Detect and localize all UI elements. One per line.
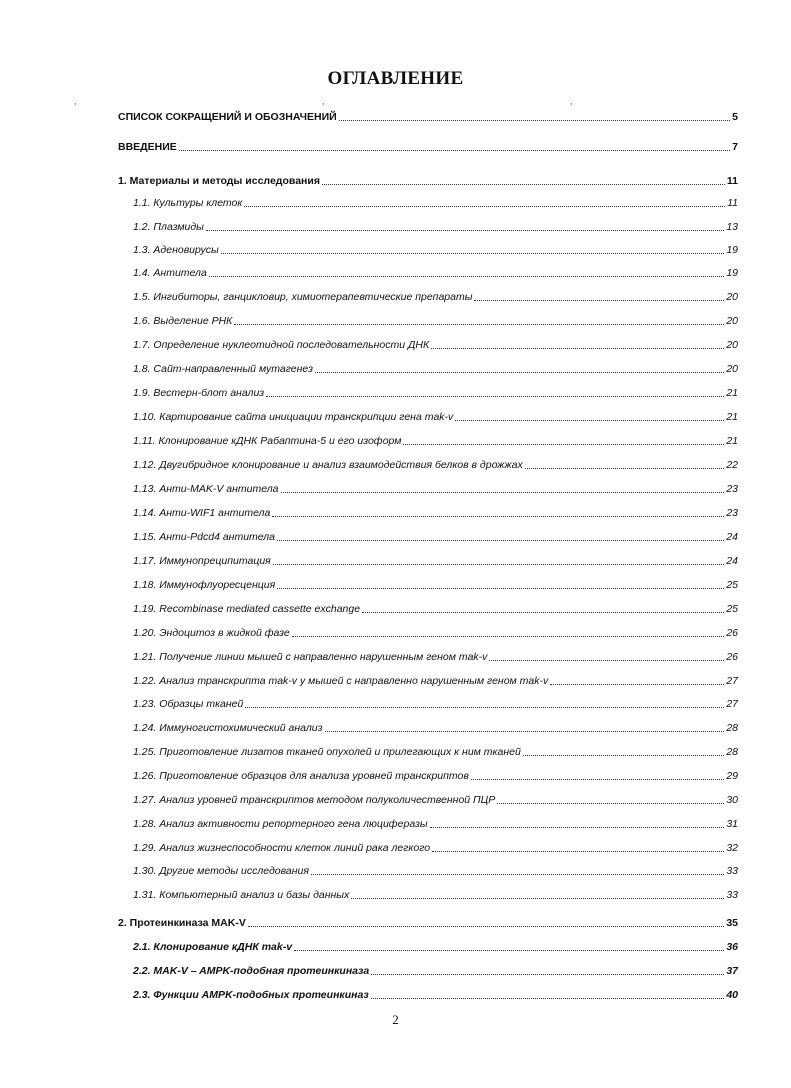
toc-entry — [118, 140, 738, 154]
toc-entry — [133, 745, 738, 759]
toc-entry-page: 36 — [726, 941, 738, 953]
toc-entry-page: 20 — [726, 291, 738, 303]
dot-leader — [315, 362, 724, 373]
toc-entry-page: 23 — [726, 483, 738, 495]
toc-entry-page: 28 — [726, 722, 738, 734]
toc-entry-label: 1.31. Компьютерный анализ и базы данных — [133, 889, 350, 901]
toc-entry-label: 1.23. Образцы тканей — [133, 698, 244, 710]
dot-leader — [245, 697, 724, 708]
toc-entry-label: 1.7. Определение нуклеотидной последовательности ДНК — [133, 339, 430, 351]
page-number: 2 — [392, 1012, 399, 1027]
toc-entry-page: 7 — [732, 141, 738, 153]
scan-speck: , — [570, 96, 573, 106]
toc-entry-label: 1.22. Анализ транскрипта mak-v у мышей с направленно нарушенным геном mak-v — [133, 675, 549, 687]
dot-leader — [371, 964, 724, 975]
dot-leader — [179, 140, 730, 151]
dot-leader — [523, 745, 725, 756]
toc-entry-label: 1.26. Приготовление образцов для анализа уровней транскриптов — [133, 770, 469, 782]
toc-entry-page: 25 — [726, 579, 738, 591]
toc-entry-label: 1.10. Картирование сайта инициации транскрипции гена mak-v — [133, 411, 454, 423]
toc-entry — [133, 769, 738, 783]
toc-entry-page: 19 — [726, 244, 738, 256]
toc-entry-page: 31 — [726, 818, 738, 830]
toc-entry — [133, 506, 738, 520]
toc-entry-page: 30 — [726, 794, 738, 806]
dot-leader — [471, 769, 724, 780]
toc-entry — [133, 530, 738, 544]
toc-entry-label: 1.2. Плазмиды — [133, 221, 204, 233]
toc-entry-page: 20 — [726, 339, 738, 351]
toc-entry-page: 5 — [732, 111, 738, 123]
toc-entry-label: 1. Материалы и методы исследования — [118, 175, 320, 187]
toc-entry — [133, 243, 738, 257]
toc-entry-page: 28 — [726, 746, 738, 758]
dot-leader — [248, 916, 724, 927]
toc-entry — [133, 314, 738, 328]
toc-entry-label: 1.8. Сайт-направленный мутагенез — [133, 363, 314, 375]
toc-entry-label: 1.1. Культуры клеток — [133, 197, 243, 209]
toc-entry-label: СПИСОК СОКРАЩЕНИЙ И ОБОЗНАЧЕНИЙ — [118, 111, 337, 123]
toc-entry — [133, 290, 738, 304]
toc-entry-page: 13 — [726, 221, 738, 233]
toc-entry-label: 1.30. Другие методы исследования — [133, 865, 309, 877]
toc-entry-page: 21 — [726, 435, 738, 447]
toc-entry-label: 2.1. Клонирование кДНК mak-v — [133, 941, 293, 953]
toc-entry-page: 37 — [726, 965, 738, 977]
toc-entry — [133, 841, 738, 855]
toc-entry — [133, 602, 738, 616]
toc-entry — [133, 793, 738, 807]
toc-entry-label: 2. Протеинкиназа MAK-V — [118, 917, 246, 929]
toc-entry-page: 29 — [726, 770, 738, 782]
toc-entry-label: 1.19. Recombinase mediated cassette exchange — [133, 603, 361, 615]
toc-entry-label: 1.3. Аденовирусы — [133, 244, 219, 256]
toc-entry-label: 1.29. Анализ жизнеспособности клеток линий рака легкого — [133, 842, 431, 854]
dot-leader — [431, 338, 724, 349]
toc-entry — [133, 338, 738, 352]
dot-leader — [292, 626, 725, 637]
dot-leader — [403, 434, 724, 445]
dot-leader — [339, 110, 730, 121]
dot-leader — [266, 386, 724, 397]
toc-entry-label: 1.9. Вестерн-блот анализ — [133, 387, 265, 399]
dot-leader — [206, 220, 724, 231]
dot-leader — [209, 266, 725, 277]
dot-leader — [430, 817, 725, 828]
dot-leader — [432, 841, 724, 852]
dot-leader — [272, 506, 724, 517]
toc-entry-label: 1.14. Анти-WIF1 антитела — [133, 507, 271, 519]
toc-entry-label: ВВЕДЕНИЕ — [118, 141, 177, 153]
toc-entry-page: 24 — [726, 531, 738, 543]
toc-entry-page: 11 — [726, 175, 738, 187]
toc-entry — [133, 864, 738, 878]
toc-entry-page: 20 — [726, 363, 738, 375]
dot-leader — [294, 940, 724, 951]
toc-entry-page: 22 — [726, 459, 738, 471]
toc-entry-page: 32 — [726, 842, 738, 854]
scan-speck: , — [74, 96, 77, 106]
dot-leader — [550, 674, 724, 685]
toc-entry-page: 21 — [726, 411, 738, 423]
toc-entry — [133, 434, 738, 448]
toc-entry — [118, 110, 738, 124]
dot-leader — [281, 482, 725, 493]
toc-entry — [133, 674, 738, 688]
dot-leader — [311, 864, 724, 875]
dot-leader — [277, 530, 724, 541]
toc-entry-page: 23 — [726, 507, 738, 519]
dot-leader — [455, 410, 724, 421]
toc-entry — [133, 362, 738, 376]
dot-leader — [277, 578, 724, 589]
toc-entry-label: 1.27. Анализ уровней транскриптов методом полуколичественной ПЦР — [133, 794, 496, 806]
toc-entry-page: 24 — [726, 555, 738, 567]
page-title: ОГЛАВЛЕНИЕ — [327, 68, 464, 89]
toc-entry — [133, 220, 738, 234]
toc-entry-label: 1.4. Антитела — [133, 267, 207, 279]
dot-leader — [474, 290, 724, 301]
toc-entry-page: 26 — [726, 651, 738, 663]
toc-entry — [118, 916, 738, 930]
toc-entry-label: 1.28. Анализ активности репортерного гена люциферазы — [133, 818, 428, 830]
toc-entry — [118, 174, 738, 188]
dot-leader — [221, 243, 725, 254]
toc-entry — [133, 888, 738, 902]
dot-leader — [273, 554, 725, 565]
toc-entry — [133, 697, 738, 711]
dot-leader — [371, 988, 725, 999]
toc-entry-page: 33 — [726, 889, 738, 901]
toc-entry — [133, 940, 738, 954]
toc-entry — [133, 964, 738, 978]
toc-entry-label: 2.3. Функции AMPK-подобных протеинкиназ — [133, 989, 369, 1001]
toc-entry-page: 33 — [726, 865, 738, 877]
toc-entry-label: 1.21. Получение линии мышей с направленно нарушенным геном mak-v — [133, 651, 488, 663]
dot-leader — [489, 650, 724, 661]
toc-entry-page: 20 — [726, 315, 738, 327]
toc-entry — [133, 196, 738, 210]
dot-leader — [362, 602, 724, 613]
toc-entry-page: 26 — [726, 627, 738, 639]
toc-entry-page: 27 — [726, 698, 738, 710]
toc-entry — [133, 578, 738, 592]
toc-entry — [133, 817, 738, 831]
toc-entry-label: 1.24. Иммуногистохимический анализ — [133, 722, 323, 734]
toc-entry — [133, 988, 738, 1002]
toc-entry-page: 25 — [726, 603, 738, 615]
toc-entry — [133, 650, 738, 664]
toc-entry-page: 40 — [726, 989, 738, 1001]
toc-entry — [133, 554, 738, 568]
scan-speck: , — [322, 96, 325, 106]
toc-entry-label: 1.6. Выделение РНК — [133, 315, 233, 327]
toc-entry-label: 1.11. Клонирование кДНК Рабаптина-5 и его изоформ — [133, 435, 402, 447]
toc-entry-label: 1.20. Эндоцитоз в жидкой фазе — [133, 627, 290, 639]
toc-entry-label: 1.5. Ингибиторы, ганцикловир, химиотерапевтические препараты — [133, 291, 473, 303]
toc-entry — [133, 386, 738, 400]
toc-entry-label: 1.18. Иммунофлуоресценция — [133, 579, 276, 591]
toc-entry — [133, 626, 738, 640]
toc-entry-page: 27 — [726, 675, 738, 687]
dot-leader — [325, 721, 725, 732]
toc-entry-page: 21 — [726, 387, 738, 399]
toc-entry-label: 1.15. Анти-Pdcd4 антитела — [133, 531, 276, 543]
toc-entry — [133, 458, 738, 472]
toc-entry — [133, 482, 738, 496]
dot-leader — [351, 888, 724, 899]
toc-entry-label: 1.13. Анти-MAK-V антитела — [133, 483, 279, 495]
toc-entry-label: 1.17. Иммунопреципитация — [133, 555, 271, 567]
toc-entry — [133, 410, 738, 424]
toc-entry-label: 2.2. MAK-V – AMPK-подобная протеинкиназа — [133, 965, 370, 977]
dot-leader — [322, 174, 725, 185]
dot-leader — [234, 314, 724, 325]
dot-leader — [525, 458, 725, 469]
toc-entry — [133, 266, 738, 280]
toc-entry — [133, 721, 738, 735]
toc-entry-page: 35 — [726, 917, 738, 929]
toc-entry-label: 1.12. Двугибридное клонирование и анализ взаимодействия белков в дрожжах — [133, 459, 523, 471]
toc-entry-page: 19 — [726, 267, 738, 279]
dot-leader — [497, 793, 724, 804]
toc-entry-page: 11 — [727, 197, 738, 209]
toc-entry-label: 1.25. Приготовление лизатов тканей опухолей и прилегающих к ним тканей — [133, 746, 521, 758]
dot-leader — [244, 196, 725, 207]
